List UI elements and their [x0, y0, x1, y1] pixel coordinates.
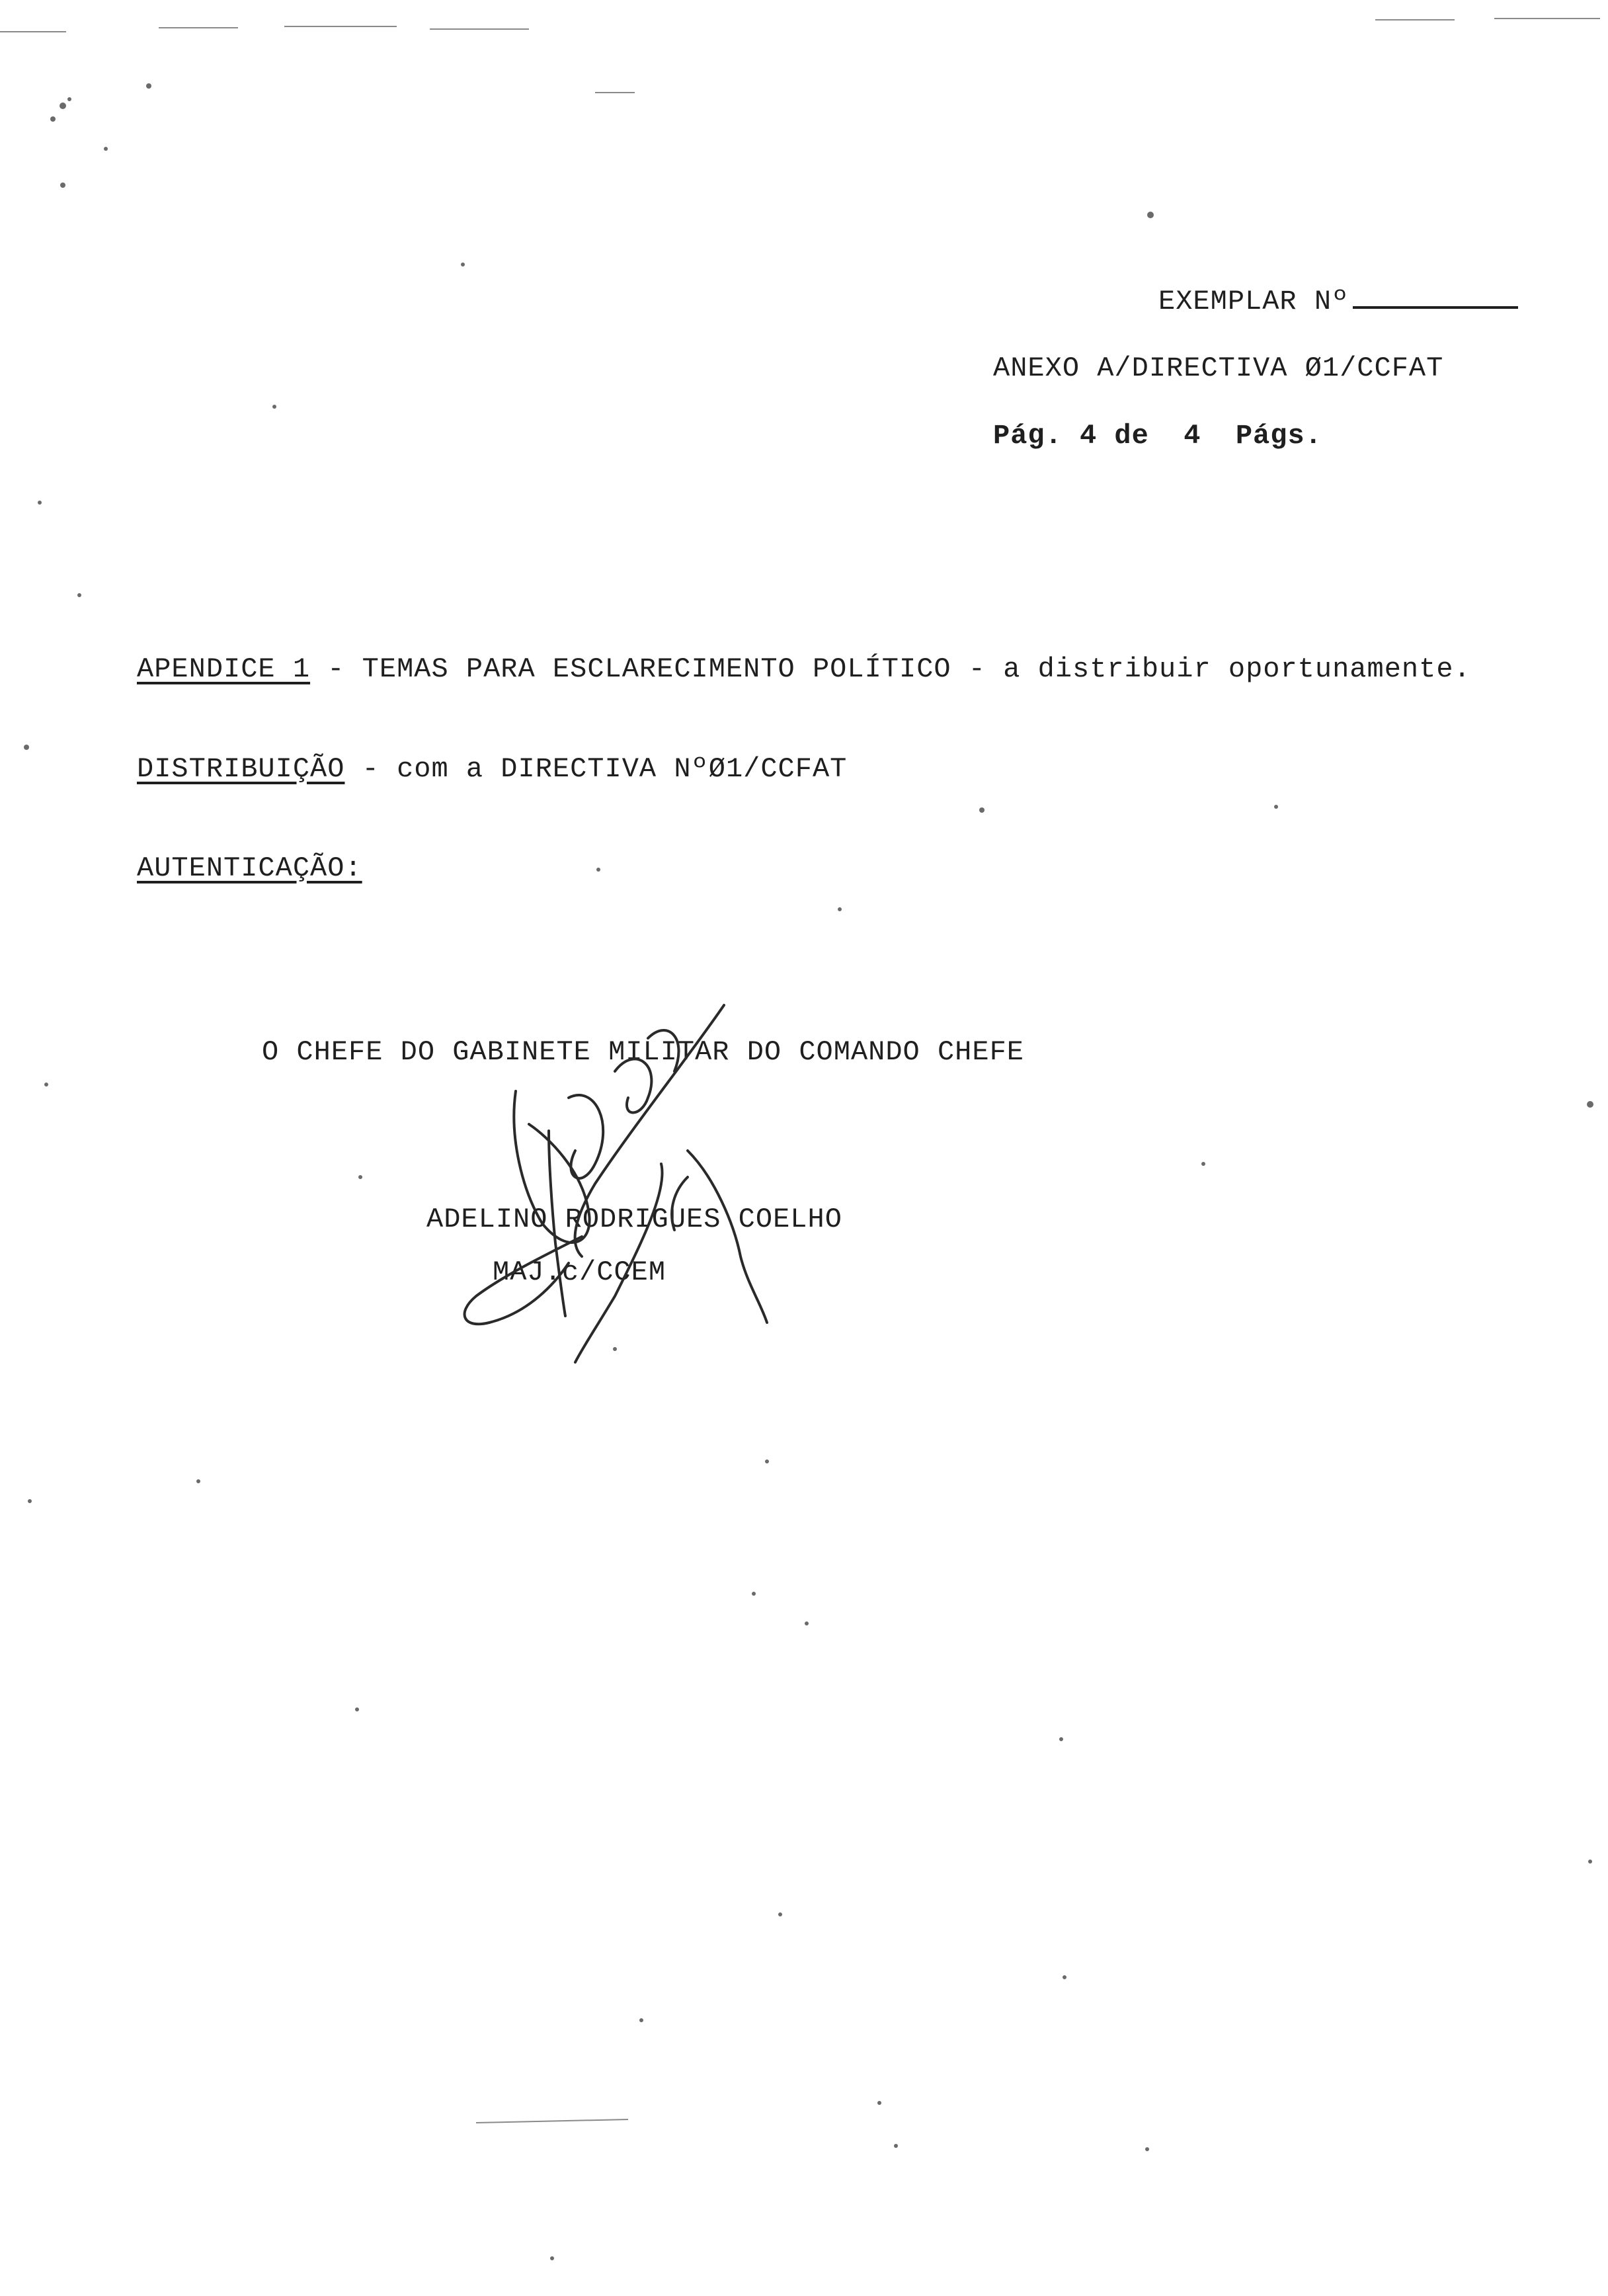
exemplar-label: EXEMPLAR Nº: [1158, 286, 1349, 317]
authentication-label: AUTENTICAÇÃO:: [137, 852, 362, 884]
signer-name: ADELINO RODRIGUES COELHO: [426, 1204, 842, 1235]
appendix-label: APENDICE 1: [137, 653, 311, 685]
chief-title: O CHEFE DO GABINETE MILITAR DO COMANDO CHEFE: [262, 1036, 1024, 1068]
appendix-text: - TEMAS PARA ESCLARECIMENTO POLÍTICO - a distribuir oportunamente.: [310, 653, 1471, 685]
signer-rank: MAJ.c/CCEM: [493, 1256, 666, 1288]
distribution-label: DISTRIBUIÇÃO: [137, 753, 345, 785]
distribution-text: - com a DIRECTIVA NºØ1/CCFAT: [344, 753, 848, 785]
page-info: Pág. 4 de 4 Págs.: [993, 420, 1322, 452]
annex-reference: ANEXO A/DIRECTIVA Ø1/CCFAT: [993, 352, 1444, 384]
